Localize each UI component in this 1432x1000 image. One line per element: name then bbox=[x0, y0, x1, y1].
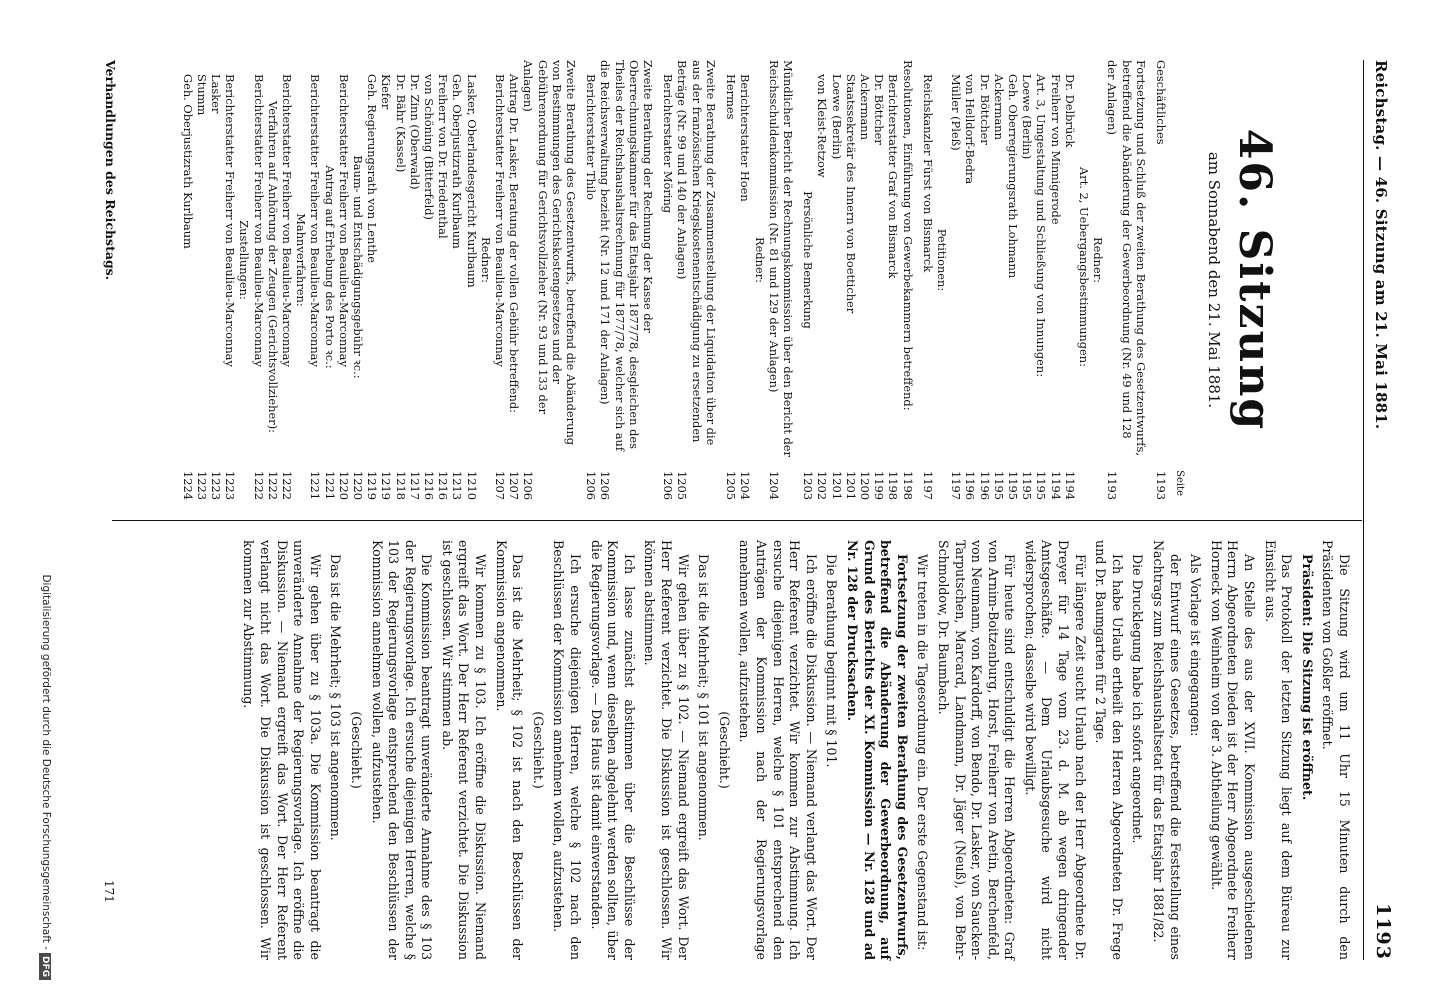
toc-entry-text: Verfahren auf Anhörung der Zeugen (Gerichtsvollzieher): bbox=[265, 101, 280, 433]
toc-entry-text: von Schöning (Bitterfeld) bbox=[422, 74, 437, 220]
toc-entry-text: Geh. Oberjustizrath Kurlbaum bbox=[450, 74, 465, 249]
toc-entry-page: 1206 bbox=[584, 471, 599, 500]
proceedings-paragraph: Fortsetzung der zweiten Berathung des Gesetzentwurfs, betreffend die Abänderung der Gewerbeordnung, auf Grund des Berichts der XI. Kommission — Nr. 128 und ad Nr. 128 der Drucksachen. bbox=[844, 540, 910, 960]
proceedings-paragraph: Präsident: Die Sitzung ist eröffnet. bbox=[1299, 554, 1315, 801]
toc-entry bbox=[408, 60, 422, 500]
toc-entry bbox=[963, 60, 977, 500]
toc-entry-page: 1207 bbox=[493, 471, 508, 500]
toc-entry-page: 1205 bbox=[724, 471, 739, 500]
toc-entry-text: Redner: bbox=[478, 237, 493, 283]
proceedings-paragraph: Das ist die Mehrheit; § 103 ist angenommen. bbox=[328, 554, 344, 841]
toc-entry-page: 1207 bbox=[507, 471, 522, 500]
column-divider bbox=[112, 520, 1362, 521]
toc-entry-text: Freiherr von Dr. Friedenthal bbox=[436, 74, 451, 239]
proceedings-paragraph: Das ist die Mehrheit; § 101 ist angenommen. bbox=[696, 554, 712, 841]
toc-entry bbox=[436, 60, 450, 500]
toc-entry bbox=[521, 60, 578, 500]
toc-entry-page: 1195 bbox=[991, 471, 1006, 500]
toc-entry bbox=[815, 60, 829, 500]
toc-entry bbox=[337, 60, 351, 500]
toc-entry bbox=[992, 60, 1006, 500]
toc-entry-page: 1199 bbox=[872, 471, 887, 500]
toc-entry-text: Baum- und Entschädigungsgebühr ꝛc.: bbox=[351, 155, 366, 379]
proceedings-paragraph: Die Berathung beginnt mit § 101. bbox=[824, 554, 840, 768]
toc-entry-page: 1205 bbox=[675, 471, 690, 500]
toc-entry bbox=[379, 60, 393, 500]
seite-label: Seite bbox=[1174, 470, 1185, 496]
toc-entry-text: Zweite Berathung der Rechnung der Kasse der Oberrechnungskammer für das Etatsjahr 1877/78, desgleichen des Theiles der Reichshaushaltsrechnung für 1877/78, welcher sich auf die Reichsverwaltung bezieht (Nr. 12 und 171 der Anlagen) bbox=[598, 60, 656, 452]
proceedings-paragraph: Die Drucklegung habe ich sofort angeordnet. bbox=[1130, 554, 1146, 844]
toc-entry bbox=[886, 60, 900, 500]
page-number: 1193 bbox=[1372, 903, 1394, 960]
toc-entry bbox=[479, 60, 493, 500]
toc-entry-page: 1195 bbox=[1005, 471, 1020, 500]
session-date: am Sonnabend den 21. Mai 1881. bbox=[1205, 151, 1223, 409]
toc-entry-page: 1197 bbox=[920, 471, 935, 500]
table-of-contents bbox=[180, 60, 1168, 500]
toc-entry bbox=[675, 60, 718, 500]
toc-entry-text: Art. 3, Umgestaltung und Schließung von Innungen: bbox=[1034, 74, 1049, 378]
toc-entry-text: Ackermann bbox=[857, 74, 872, 140]
toc-entry-text: von Helldorf-Bedra bbox=[963, 74, 978, 185]
proceedings-text bbox=[236, 540, 1352, 960]
toc-entry-page: 1218 bbox=[393, 471, 408, 500]
toc-entry bbox=[251, 60, 265, 500]
toc-entry-text: Persönliche Bemerkung bbox=[801, 191, 816, 329]
toc-entry bbox=[921, 60, 935, 500]
toc-entry bbox=[365, 60, 379, 500]
toc-entry bbox=[1020, 60, 1034, 500]
session-title: 46. Sitzung bbox=[1229, 128, 1280, 432]
toc-entry-text: Zweite Berathung des Gesetzentwurfs, betreffend die Abänderung von Bestimmungen des Gerichtskostengesetzes und der Gebührenordnung für Gerichtsvollzieher (Nr. 93 und 133 der Anlagen) bbox=[521, 60, 579, 446]
toc-entry bbox=[493, 60, 507, 500]
toc-entry-text: Berichterstatter Thilo bbox=[584, 74, 599, 200]
toc-entry-text: Dr. Delbrück bbox=[1062, 74, 1077, 148]
toc-entry-text: Mündlicher Bericht der Rechnungskommission über den Bericht der Reichsschuldenkommission (Nr. 81 und 129 der Anlagen) bbox=[766, 60, 795, 457]
toc-entry-text: Kiefer bbox=[379, 74, 394, 110]
toc-entry-text: Berichterstatter Möring bbox=[661, 74, 676, 214]
toc-entry-page: 1222 bbox=[251, 471, 266, 500]
toc-entry-text: Dr. Böttcher bbox=[872, 74, 887, 145]
toc-entry-page: 1206 bbox=[521, 471, 536, 500]
toc-entry-text: Fortsetzung und Schluß der zweiten Berathung des Gesetzentwurfs, betreffend die Abänderung der Gewerbeordnung (Nr. 49 und 128 der Anlagen) bbox=[1105, 60, 1148, 456]
toc-entry-page: 1195 bbox=[1020, 471, 1035, 500]
toc-entry bbox=[584, 60, 598, 500]
toc-entry-text: Dr. Zinn (Oberwald) bbox=[407, 74, 422, 190]
toc-entry bbox=[1154, 60, 1168, 500]
toc-entry bbox=[450, 60, 464, 500]
proceedings-paragraph: Ich lasse zunächst abstimmen über die Beschlüsse der Kommission und, wenn dieselben abgelehnt werden sollten, über die Regierungsvorlage. — Das Haus ist damit einverstanden. bbox=[588, 540, 637, 960]
toc-entry-page: 1196 bbox=[977, 471, 992, 500]
toc-entry-page: 1206 bbox=[598, 471, 613, 500]
toc-entry-page: 1201 bbox=[843, 471, 858, 500]
toc-entry-text: Loewe (Berlin) bbox=[1020, 74, 1035, 160]
toc-entry-text: Redner: bbox=[752, 237, 767, 283]
toc-entry-text: Ackermann bbox=[991, 74, 1006, 140]
toc-entry bbox=[844, 60, 858, 500]
toc-entry-page: 1196 bbox=[963, 471, 978, 500]
running-head: Reichstag. — 46. Sitzung am 21. Mai 1881. bbox=[1372, 60, 1390, 430]
toc-entry bbox=[752, 60, 766, 500]
proceedings-paragraph: Für heute sind entschuldigt die Herren Abgeordneten: Graf von Arnim-Boitzenburg, Horst, Freiherr von Aretin, Berchenfeld, von Neumann, von Kardorff, von Bendo, Dr. Lasker, von Saucken-Tarputschen, Marcard, Landmann, Dr. Jäger (Neuß), von Behr-Schmoldow, Dr. Baumbach. bbox=[935, 540, 1018, 960]
toc-entry bbox=[237, 60, 251, 500]
toc-entry bbox=[977, 60, 991, 500]
toc-entry-page: 1193 bbox=[1154, 471, 1168, 500]
credit-text: Digitalisierung gefördert durch die Deutsche Forschungsgemeinschaft - bbox=[40, 574, 52, 950]
toc-entry-page: 1223 bbox=[194, 471, 209, 500]
toc-entry bbox=[872, 60, 886, 500]
toc-entry-page: 1216 bbox=[436, 471, 451, 500]
proceedings-paragraph: Wir gehen über zu § 103a. Die Kommission beantragt die unveränderte Annahme der Regierungsvorlage. Ich eröffne die Diskussion. — Niemand ergreift das Wort. Der Herr Referent verlangt nicht das Wort. Die Diskussion ist geschlossen. Wir kommen zur Abstimmung. bbox=[241, 540, 323, 960]
proceedings-paragraph: Wir gehen über zu § 102. — Niemand ergreift das Wort. Der Herr Referent verzichtet. Die Diskussion ist geschlossen. Wir können abstimmen. bbox=[642, 540, 691, 960]
toc-entry-page: 1220 bbox=[351, 471, 366, 500]
toc-entry-page: 1204 bbox=[766, 471, 781, 500]
toc-entry-page: 1200 bbox=[857, 471, 872, 500]
toc-entry-page: 1210 bbox=[464, 471, 479, 500]
toc-entry-page: 1213 bbox=[450, 471, 465, 500]
toc-entry bbox=[422, 60, 436, 500]
toc-entry bbox=[266, 60, 280, 500]
toc-entry bbox=[280, 60, 294, 500]
toc-entry-text: Freiherr von Minnigerode bbox=[1048, 74, 1063, 225]
toc-entry bbox=[738, 60, 752, 500]
toc-entry-text: Resolutionen, Einführung von Gewerbekammern betreffend: bbox=[900, 60, 915, 411]
toc-entry-page: 1201 bbox=[829, 471, 844, 500]
toc-entry-page: 1223 bbox=[209, 471, 223, 500]
toc-entry bbox=[900, 60, 914, 500]
toc-entry-text: Stumm bbox=[194, 74, 209, 116]
toc-entry-text: Berichterstatter Graf von Bismarck bbox=[886, 74, 901, 279]
toc-entry-text: Art. 2, Uebergangsbestimmungen: bbox=[1076, 167, 1091, 367]
toc-entry bbox=[1048, 60, 1062, 500]
toc-entry-text: Redner: bbox=[1091, 237, 1106, 283]
toc-entry bbox=[935, 60, 949, 500]
proceedings-paragraph: (Geschieht.) bbox=[530, 711, 546, 789]
toc-entry-page: 1193 bbox=[1105, 471, 1120, 500]
toc-entry-text: Petitionen: bbox=[934, 228, 949, 292]
proceedings-paragraph: Ich eröffne die Diskussion. — Niemand verlangt das Wort. Der Herr Referent verzichtet. Wir kommen zur Abstimmung. Ich ersuche diejenigen Herren, welche § 101 entsprechend den Anträgen der Kommission nach der Regierungsvorlage annehmen wollen, aufzustehen. bbox=[737, 540, 819, 960]
toc-entry bbox=[1063, 60, 1077, 500]
toc-entry bbox=[195, 60, 209, 500]
toc-entry bbox=[858, 60, 872, 500]
toc-entry-page: 1197 bbox=[949, 471, 964, 500]
page-header bbox=[1363, 60, 1408, 960]
toc-entry-page: 1217 bbox=[407, 471, 422, 500]
toc-entry bbox=[507, 60, 521, 500]
toc-entry bbox=[598, 60, 655, 500]
toc-entry bbox=[464, 60, 478, 500]
toc-entry-page: 1204 bbox=[738, 471, 753, 500]
toc-entry-text: Dr. Böttcher bbox=[977, 74, 992, 145]
toc-entry-text: Loewe (Berlin) bbox=[829, 74, 844, 160]
toc-entry bbox=[1034, 60, 1048, 500]
toc-entry-text: Antrag Dr. Lasker, Beratung der vollen Gebühr betreffend: bbox=[507, 74, 522, 413]
toc-entry-page: 1220 bbox=[336, 471, 351, 500]
toc-entry-page: 1202 bbox=[815, 471, 830, 500]
toc-entry-text: Geh. Oberjustizrath Kurlbaum bbox=[180, 74, 195, 249]
toc-entry-page: 1206 bbox=[661, 471, 676, 500]
toc-entry-text: Zweite Berathung der Zusammenstellung der Liquidation über die aus der französischen Kriegskostenentschädigung zu ersetzenden Beträge (Nr. 99 und 140 der Anlagen) bbox=[675, 60, 718, 446]
proceedings-paragraph: Die Sitzung wird um 11 Uhr 15 Minuten durch den Präsidenten von Goßler eröffnet. bbox=[1320, 540, 1352, 960]
proceedings-paragraph: Das ist die Mehrheit; § 102 ist nach den Beschlüssen der Kommission angenommen. bbox=[493, 540, 526, 960]
toc-entry bbox=[393, 60, 407, 500]
toc-entry bbox=[351, 60, 365, 500]
toc-entry-page: 1203 bbox=[801, 471, 816, 500]
toc-entry-text: Lasker, Oberlandesgericht Kurlbaum bbox=[464, 74, 479, 288]
toc-entry bbox=[294, 60, 308, 500]
toc-entry-page: 1194 bbox=[1048, 471, 1063, 500]
toc-entry-text: Staatssekretär des Innern von Boetticher bbox=[843, 74, 858, 314]
toc-entry bbox=[767, 60, 795, 500]
toc-entry-text: Zustellungen: bbox=[237, 220, 252, 300]
toc-entry bbox=[180, 60, 194, 500]
toc-entry-text: Hermes bbox=[724, 74, 739, 120]
digitization-credit bbox=[39, 0, 52, 1000]
toc-entry-text: Berichterstatter Freiherr von Beaulieu-Marconnay bbox=[308, 74, 323, 367]
toc-entry-page: 1224 bbox=[180, 471, 195, 500]
toc-entry-text: Berichterstatter Hoen bbox=[738, 74, 753, 202]
toc-entry bbox=[209, 60, 223, 500]
toc-entry-text: von Kleist-Retzow bbox=[815, 74, 830, 178]
toc-entry-page: 1222 bbox=[280, 471, 295, 500]
sheet-number: 171 bbox=[102, 880, 116, 903]
toc-entry-text: Berichterstatter Freiherr von Beaulieu-Marconnay bbox=[280, 74, 295, 367]
toc-entry bbox=[661, 60, 675, 500]
toc-entry-page: 1221 bbox=[322, 471, 337, 500]
footer-title: Verhandlungen des Reichstags. bbox=[103, 60, 118, 281]
toc-entry-page: 1194 bbox=[1062, 471, 1077, 500]
toc-entry bbox=[724, 60, 738, 500]
toc-entry-page: 1223 bbox=[223, 471, 238, 500]
proceedings-paragraph: Ich habe Urlaub ertheilt den Herren Abgeordneten Dr. Frege und Dr. Baumgarten für 2 Tage. bbox=[1093, 540, 1125, 960]
toc-entry bbox=[949, 60, 963, 500]
toc-entry bbox=[308, 60, 322, 500]
proceedings-paragraph: Die Kommission beantragt unveränderte Annahme des § 103 der Regierungsvorlage. Ich ersuche diejenigen Herren, welche § 103 der Regierungsvorlage entsprechend den Beschlüssen der Kommission annehmen wollen, aufzustehen. bbox=[369, 540, 435, 960]
toc-entry-text: Antrag auf Erhebung des Porto ꝛc.: bbox=[322, 165, 337, 369]
toc-entry-text: Geh. Oberregierungsrath Lohmann bbox=[1005, 74, 1020, 279]
toc-entry-page: 1195 bbox=[1034, 471, 1049, 500]
toc-entry-text: Geschäftliches bbox=[1154, 60, 1168, 145]
toc-entry-page: 1221 bbox=[308, 471, 323, 500]
proceedings-paragraph: Wir kommen zu § 103. Ich eröffne die Diskussion. Niemand ergreift das Wort. Der Herr Referent verzichtet. Die Diskussion ist geschlossen. Wir stimmen ab. bbox=[439, 540, 489, 960]
toc-entry-text: Geh. Regierungsrath von Lenthe bbox=[365, 74, 380, 263]
toc-entry bbox=[1006, 60, 1020, 500]
toc-entry-text: Berichterstatter Freiherr von Beaulieu-Marconnay bbox=[336, 74, 351, 367]
toc-entry-text: Berichterstatter Freiherr von Beaulieu-Marconnay bbox=[223, 74, 238, 367]
proceedings-paragraph: der Entwurf eines Gesetzes, betreffend die Feststellung eines Nachtrags zum Reichshaushaltsetat für das Etatsjahr 1881/82. bbox=[1151, 540, 1183, 960]
toc-entry-text: Müller (Pleß) bbox=[949, 74, 964, 151]
toc-entry-text: Reichskanzler Fürst von Bismarck bbox=[920, 74, 935, 273]
toc-entry-page: 1198 bbox=[900, 471, 915, 500]
proceedings-paragraph: (Geschieht.) bbox=[716, 711, 732, 789]
toc-entry-text: Berichterstatter Freiherr von Beaulieu-Marconnay bbox=[493, 74, 508, 367]
toc-entry-page: 1222 bbox=[265, 471, 280, 500]
proceedings-paragraph: Als Vorlage ist eingegangen: bbox=[1188, 554, 1204, 737]
left-column bbox=[180, 60, 1352, 500]
toc-entry bbox=[1077, 60, 1091, 500]
toc-entry-page: 1219 bbox=[365, 471, 380, 500]
proceedings-paragraph: Wir treten in die Tagesordnung ein. Der erste Gegenstand ist: bbox=[915, 554, 931, 951]
dfg-logo: DFG bbox=[39, 953, 51, 980]
proceedings-paragraph: An Stelle des aus der XVII. Kommission ausgeschiedenen Herrn Abgeordneten Dieden ist der Herr Abgeordnete Freiherr Horneck von Weinheim von der 3. Abtheilung gewählt. bbox=[1208, 540, 1258, 960]
toc-entry-text: Lasker bbox=[209, 74, 223, 114]
toc-entry bbox=[829, 60, 843, 500]
toc-entry-text: Berichterstatter Freiherr von Beaulieu-Marconnay bbox=[251, 74, 266, 367]
toc-entry bbox=[1091, 60, 1105, 500]
proceedings-paragraph: Ich ersuche diejenigen Herren, welche § 102 nach den Beschlüssen der Kommission annehmen wollen, aufzustehen. bbox=[551, 540, 584, 960]
toc-entry-page: 1198 bbox=[886, 471, 901, 500]
toc-entry bbox=[322, 60, 336, 500]
toc-entry-page: 1219 bbox=[379, 471, 394, 500]
toc-entry-page: 1216 bbox=[422, 471, 437, 500]
toc-entry-text: Dr. Bähr (Kassel) bbox=[393, 74, 408, 173]
proceedings-paragraph: Das Protokoll der letzten Sitzung liegt auf dem Büreau zur Einsicht aus. bbox=[1262, 540, 1295, 960]
proceedings-paragraph: Für längere Zeit sucht Urlaub nach der Herr Abgeordnete Dr. Dreyer für 14 Tage vom 23. d. M. ab wegen dringender Amtsgeschäfte. — Dem Urlaubsgesuche wird nicht widersprochen; dasselbe wird bewilligt. bbox=[1022, 540, 1088, 960]
toc-entry-text: Mahnverfahren: bbox=[294, 213, 309, 307]
toc-entry bbox=[801, 60, 815, 500]
toc-entry bbox=[1105, 60, 1148, 500]
proceedings-paragraph: (Geschieht.) bbox=[348, 711, 364, 789]
toc-entry bbox=[223, 60, 237, 500]
